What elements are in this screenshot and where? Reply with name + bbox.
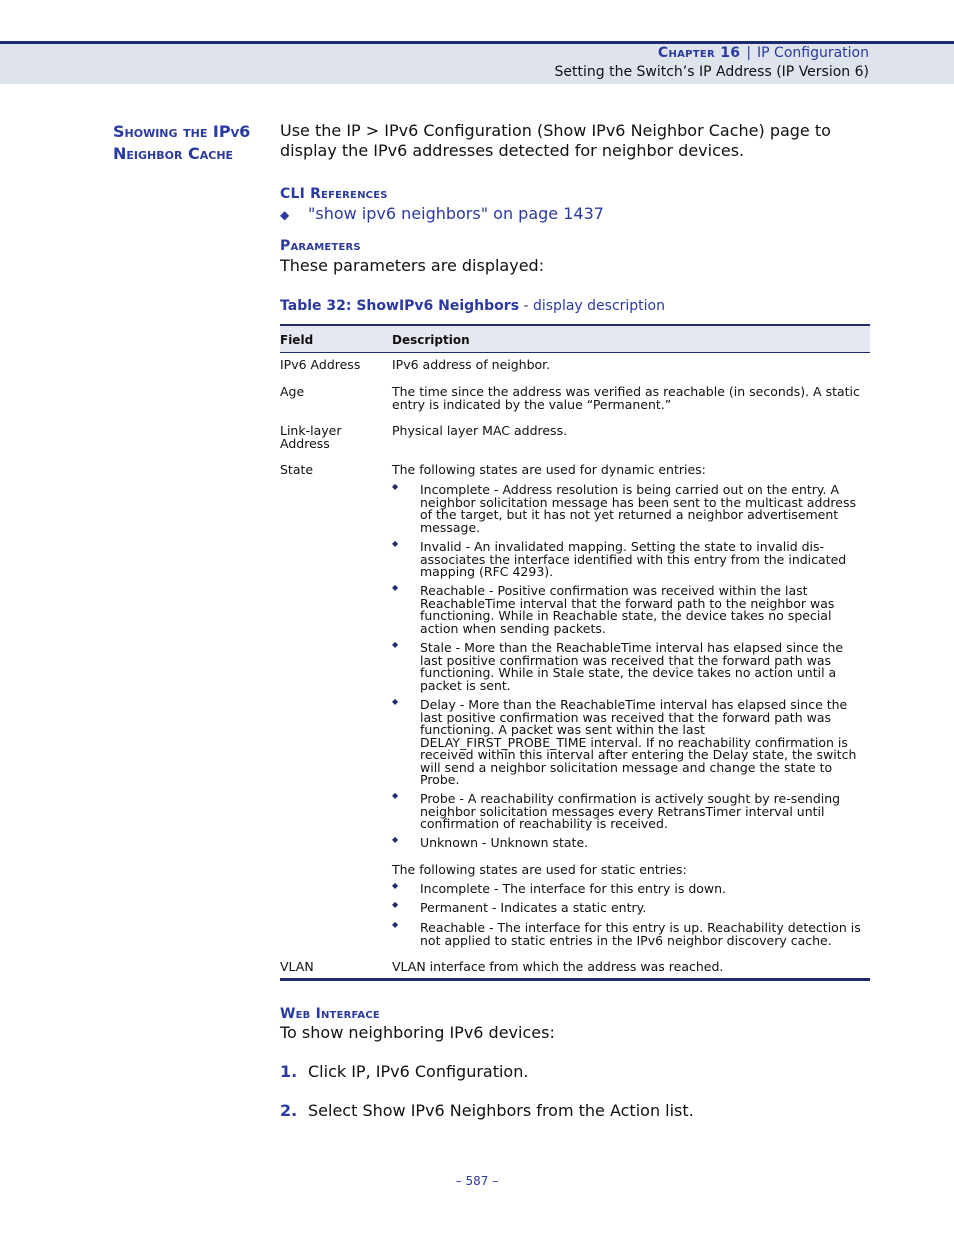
diamond-bullet-icon: ◆ bbox=[392, 900, 399, 909]
section-title bbox=[113, 121, 273, 165]
table-caption-title: Table 32: ShowIPv6 Neighbors bbox=[280, 298, 520, 314]
table-header-row bbox=[280, 326, 870, 353]
intro-paragraph: Use the IP > IPv6 Configuration (Show IPv6 Neighbor Cache) page to display the IPv6 addresses detected for neighbor devices. bbox=[280, 121, 831, 160]
description-table bbox=[280, 324, 870, 981]
page-number: – 587 – bbox=[455, 1174, 499, 1188]
step-number: 2. bbox=[280, 1101, 298, 1120]
diamond-bullet-icon: ◆ bbox=[280, 208, 290, 222]
diamond-bullet-icon: ◆ bbox=[392, 482, 399, 491]
table-caption-desc: - display description bbox=[519, 298, 665, 314]
chapter-section: IP Configuration bbox=[757, 45, 869, 61]
state-bullet-item: ◆ Probe - A reachability confirmation is actively sought by re-sending neighbor solicitation messages every RetransTimer interval until confirmation of reachability is received. bbox=[392, 791, 841, 831]
state-bullet-item: ◆ Stale - More than the ReachableTime interval has elapsed since the last positive confirmation was received that the forward path was functioning. While in Stale state, the device takes no action until a packet is sent. bbox=[392, 640, 844, 693]
step-item bbox=[280, 1062, 528, 1081]
running-subtitle: Setting the Switch’s IP Address (IP Version 6) bbox=[554, 64, 869, 80]
table-row-desc: The time since the address was verified as reachable (in seconds). A static entry is indicated by the value “Permanent.” bbox=[392, 384, 860, 412]
table-row-desc: IPv6 address of neighbor. bbox=[392, 357, 551, 372]
web-interface-text: To show neighboring IPv6 devices: bbox=[280, 1023, 555, 1042]
diamond-bullet-icon: ◆ bbox=[392, 640, 399, 649]
diamond-bullet-icon: ◆ bbox=[392, 539, 399, 548]
web-interface-heading: Web Interface bbox=[280, 1006, 380, 1022]
step-text: Select Show IPv6 Neighbors from the Action list. bbox=[308, 1101, 694, 1120]
table-row-field: Link-layer Address bbox=[280, 423, 342, 451]
table-row-field: IPv6 Address bbox=[280, 357, 361, 372]
diamond-bullet-icon: ◆ bbox=[392, 920, 399, 929]
column-header-field: Field bbox=[280, 333, 314, 347]
table-row-desc: Physical layer MAC address. bbox=[392, 423, 568, 438]
cli-reference-link[interactable]: "show ipv6 neighbors" on page 1437 bbox=[308, 204, 604, 223]
diamond-bullet-icon: ◆ bbox=[392, 881, 399, 890]
diamond-bullet-icon: ◆ bbox=[392, 583, 399, 592]
step-number: 1. bbox=[280, 1062, 298, 1081]
header-separator: | bbox=[746, 45, 752, 61]
parameters-heading: Parameters bbox=[280, 238, 361, 254]
cli-reference-item bbox=[280, 204, 604, 223]
step-item bbox=[280, 1101, 694, 1120]
table-row-field: Age bbox=[280, 384, 305, 399]
state-bullet-item: ◆ Reachable - Positive confirmation was received within the last ReachableTime interval that the forward path to the neighbor was functioning. While in Reachable state, the device takes no special action when sending packets. bbox=[392, 583, 835, 636]
state-bullet-item: ◆ Unknown - Unknown state. bbox=[392, 835, 589, 850]
table-row-field: State bbox=[280, 462, 314, 477]
static-states-intro: The following states are used for static entries: bbox=[392, 862, 687, 877]
table-row-desc: The following states are used for dynamic entries: bbox=[392, 462, 706, 477]
step-text: Click IP, IPv6 Configuration. bbox=[308, 1062, 529, 1081]
table-row-field: VLAN bbox=[280, 959, 314, 974]
static-bullet-item: ◆ Reachable - The interface for this entry is up. Reachability detection is not applied to static entries in the IPv6 neighbor discovery cache. bbox=[392, 920, 861, 948]
column-header-description: Description bbox=[392, 333, 470, 347]
diamond-bullet-icon: ◆ bbox=[392, 835, 399, 844]
state-bullet-item: ◆ Invalid - An invalidated mapping. Setting the state to invalid dis-associates the interface identified with this entry from the indicated mapping (RFC 4293). bbox=[392, 539, 847, 579]
table-caption bbox=[280, 298, 665, 314]
parameters-text: These parameters are displayed: bbox=[280, 256, 545, 275]
state-bullet-item: ◆ Delay - More than the ReachableTime interval has elapsed since the last positive confirmation was received that the forward path was functioning. A packet was sent within the last DELAY_FIRST_PROBE_TIME interval. If no reachability confirmation is received within this interval after entering the Delay state, the switch will send a neighbor solicitation message and change the state to Probe. bbox=[392, 697, 857, 787]
cli-references-heading: CLI References bbox=[280, 186, 388, 202]
running-header bbox=[658, 45, 869, 61]
chapter-label: Chapter 16 bbox=[657, 45, 741, 61]
diamond-bullet-icon: ◆ bbox=[392, 791, 399, 800]
static-bullet-item: ◆ Permanent - Indicates a static entry. bbox=[392, 900, 647, 915]
static-bullet-item: ◆ Incomplete - The interface for this entry is down. bbox=[392, 881, 727, 896]
diamond-bullet-icon: ◆ bbox=[392, 697, 399, 706]
section-title-line1: Showing the IPv6 bbox=[113, 122, 251, 141]
table-row-desc: VLAN interface from which the address was reached. bbox=[392, 959, 724, 974]
state-bullet-item: ◆ Incomplete - Address resolution is being carried out on the entry. A neighbor solicitation message has been sent to the multicast address of the target, but it has not yet returned a neighbor advertisement message. bbox=[392, 482, 856, 535]
section-title-line2: Neighbor Cache bbox=[113, 144, 234, 163]
